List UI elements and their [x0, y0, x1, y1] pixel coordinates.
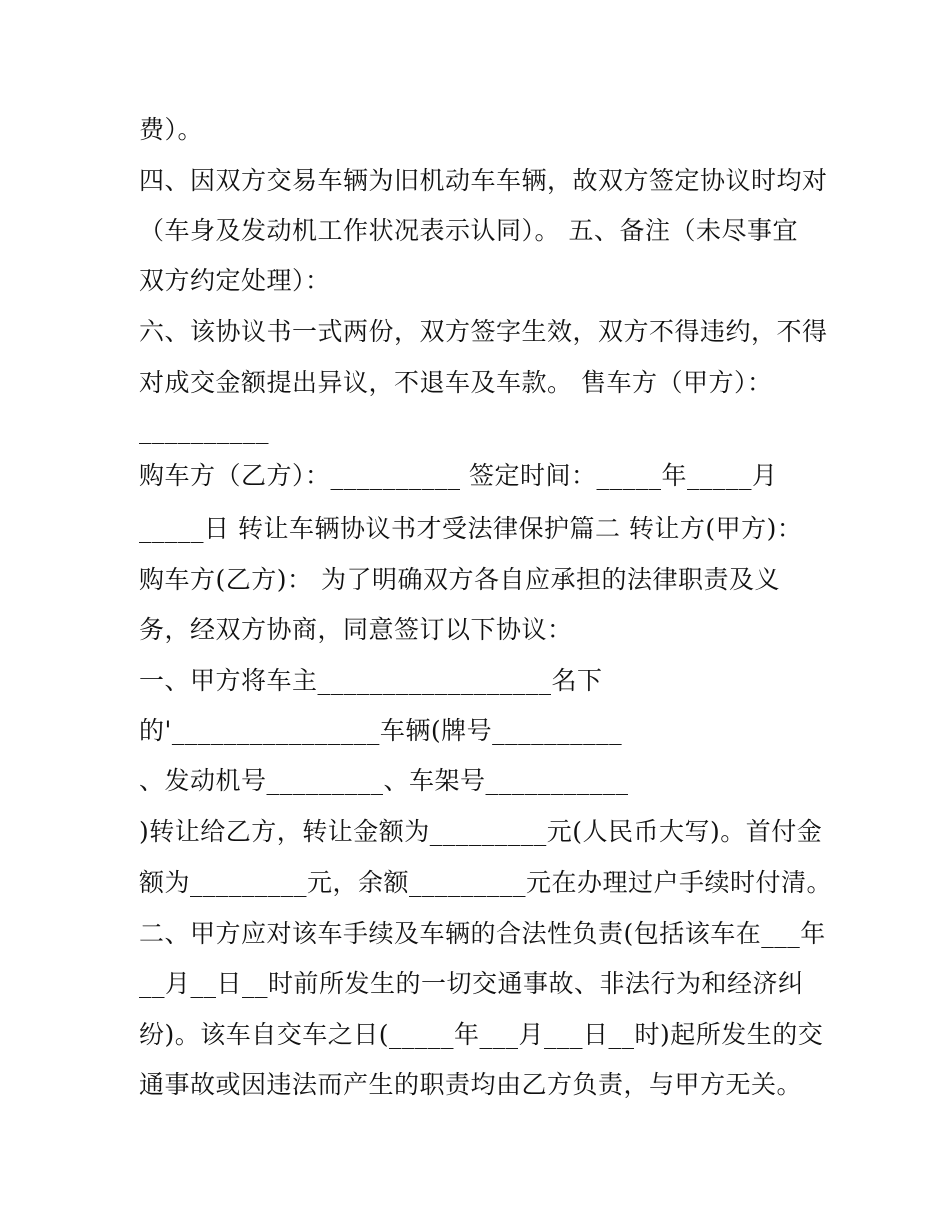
text-line: __月__日__时前所发生的一切交通事故、非法行为和经济纠: [139, 969, 804, 998]
text-line: 纷)。该车自交车之日(_____年___月___日__时)起所发生的交: [139, 1020, 824, 1049]
text-line: 双方约定处理）：: [139, 266, 331, 295]
text-line: 费）。: [139, 115, 204, 144]
text-line: 的'________________车辆(牌号__________: [139, 716, 623, 745]
signature-blank: __________: [139, 415, 269, 444]
text-line: （车身及发动机工作状况表示认同）。 五、备注（未尽事宜: [139, 216, 798, 245]
text-line: 二、甲方应对该车手续及车辆的合法性负责(包括该车在___年: [139, 919, 826, 948]
text-line: 一、甲方将车主__________________名下: [139, 666, 603, 695]
text-line: _____日 转让车辆协议书才受法律保护篇二 转让方(甲方)：: [139, 514, 803, 543]
text-line: )转让给乙方，转让金额为_________元(人民币大写)。首付金: [139, 817, 823, 846]
text-line: 务，经双方协商，同意签订以下协议：: [139, 615, 573, 644]
text-line: 购车方(乙方)： 为了明确双方各自应承担的法律职责及义: [139, 565, 780, 594]
text-line: 、发动机号_________、车架号___________: [139, 766, 629, 795]
text-line: 四、因双方交易车辆为旧机动车车辆，故双方签定协议时均对: [139, 166, 828, 195]
text-line: 通事故或因违法而产生的职责均由乙方负责，与甲方无关。: [139, 1070, 803, 1099]
text-line: 购车方（乙方）：__________ 签定时间：_____年_____月: [139, 461, 778, 490]
text-line: 六、该协议书一式两份，双方签字生效，双方不得违约，不得: [139, 317, 828, 346]
text-line: 对成交金额提出异议，不退车及车款。 售车方（甲方）：: [139, 368, 773, 397]
text-line: 额为_________元，余额_________元在办理过户手续时付清。: [139, 868, 833, 897]
